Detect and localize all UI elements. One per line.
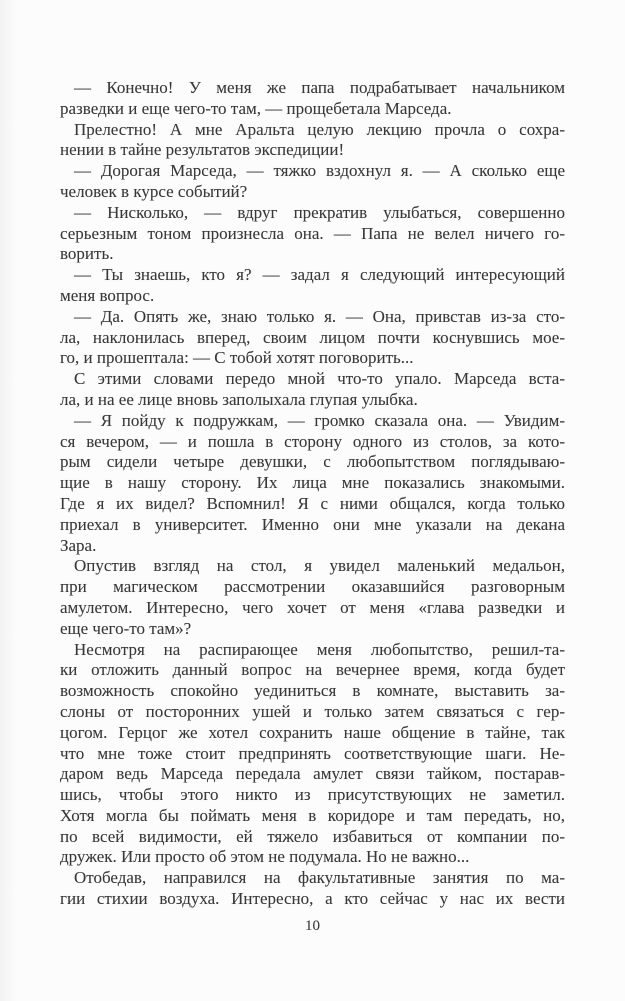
text-line: ворить. xyxy=(60,244,114,264)
text-line: цогом. Герцог же хотел сохранить наше общение в тайне, так xyxy=(60,722,565,742)
text-line: даром ведь Марседа передала амулет связи тайком, постарав- xyxy=(60,764,565,784)
text-line: гии стихии воздуха. Интересно, а кто сейчас у нас их вести xyxy=(60,889,565,909)
text-line: нении в тайне результатов экспедиции! xyxy=(60,140,345,160)
text-line: Хотя могла бы поймать меня в коридоре и там передать, но, xyxy=(60,805,565,825)
text-line: что мне тоже стоит предпринять соответствующие шаги. Не- xyxy=(60,743,565,763)
text-line: го, и прошептала: — С тобой хотят поговорить... xyxy=(60,348,414,368)
text-line: Отобедав, направился на факультативные занятия по ма- xyxy=(74,868,565,888)
text-line: ла, и на ее лице вновь заполыхала глупая улыбка. xyxy=(60,389,418,409)
text-line: по всей видимости, ей тяжело избавиться от компании по- xyxy=(60,826,565,846)
text-line: щие в нашу сторону. Их лица мне показались знакомыми. xyxy=(60,473,565,493)
page-text xyxy=(60,78,565,910)
text-line: серьезным тоном произнесла она. — Папа не велел ничего го- xyxy=(60,223,565,243)
text-line: — Дорогая Марседа, — тяжко вздохнул я. — А сколько еще xyxy=(74,161,565,181)
text-line: амулетом. Интересно, чего хочет от меня «глава разведки и xyxy=(60,597,565,617)
text-line: С этими словами передо мной что-то упало. Марседа вста- xyxy=(74,369,565,389)
text-line: ки отложить данный вопрос на вечернее время, когда будет xyxy=(60,660,565,680)
page-number: 10 xyxy=(305,918,320,934)
text-line: при магическом рассмотрении оказавшийся разговорным xyxy=(60,577,565,597)
text-line: возможность спокойно уединиться в комнате, выставить за- xyxy=(60,681,565,701)
text-line: меня вопрос. xyxy=(60,285,155,305)
text-line: ла, наклонилась вперед, своим лицом почти коснувшись мое- xyxy=(60,327,565,347)
text-line: — Нисколько, — вдруг прекратив улыбаться, совершенно xyxy=(74,202,565,222)
text-line: приехал в университет. Именно они мне указали на декана xyxy=(60,514,565,534)
text-line: дружек. Или просто об этом не подумала. Но не важно... xyxy=(60,847,470,867)
text-line: — Да. Опять же, знаю только я. — Она, привстав из-за сто- xyxy=(74,306,565,326)
text-line: Прелестно! А мне Аральта целую лекцию прочла о сохра- xyxy=(74,119,565,139)
text-line: — Ты знаешь, кто я? — задал я следующий интересующий xyxy=(74,265,565,285)
text-line: еще чего-то там»? xyxy=(60,618,192,638)
text-line: шись, чтобы этого никто из присутствующих не заметил. xyxy=(60,785,565,805)
text-line: ся вечером, — и пошла в сторону одного из столов, за кото- xyxy=(60,431,565,451)
text-line: — Я пойду к подружкам, — громко сказала она. — Увидим- xyxy=(74,410,565,430)
text-line: Где я их видел? Вспомнил! Я с ними общался, когда только xyxy=(60,493,565,513)
text-line: Зара. xyxy=(60,535,97,555)
text-line: рым сидели четыре девушки, с любопытством поглядываю- xyxy=(60,452,565,472)
text-line: слоны от посторонних ушей и только затем связаться с гер- xyxy=(60,701,565,721)
text-line: человек в курсе событий? xyxy=(60,181,248,201)
text-line: Несмотря на распирающее меня любопытство, решил-та- xyxy=(74,639,565,659)
text-line: разведки и еще чего-то там, — прощебетала Марседа. xyxy=(60,98,452,118)
text-line: — Конечно! У меня же папа подрабатывает начальником xyxy=(74,78,565,97)
text-line: Опустив взгляд на стол, я увидел маленький медальон, xyxy=(74,556,565,576)
